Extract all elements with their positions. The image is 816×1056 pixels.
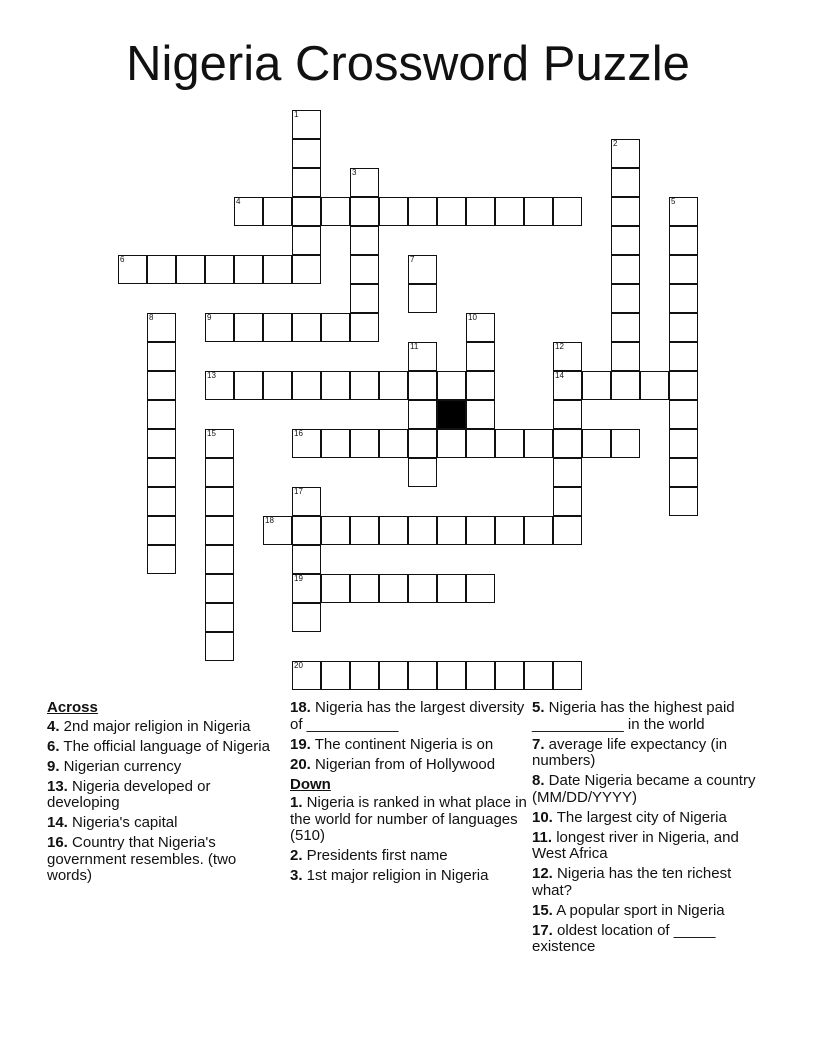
clue-number-label: 2. [290,847,303,864]
grid-cell[interactable] [205,313,234,342]
grid-cell[interactable] [292,168,321,197]
grid-cell[interactable] [292,603,321,632]
grid-cell[interactable] [611,313,640,342]
clue-number: 15 [207,429,216,438]
grid-cell[interactable] [611,371,640,400]
clue-number: 20 [294,661,303,670]
grid-cell[interactable] [292,313,321,342]
grid-cell[interactable] [321,197,350,226]
grid-cell[interactable] [582,429,611,458]
grid-cell[interactable] [350,168,379,197]
grid-cell[interactable] [408,429,437,458]
clue-text: average life expectancy (in numbers) [532,735,728,769]
grid-cell[interactable] [321,661,350,690]
grid-cell[interactable] [263,516,292,545]
clue-number-label: 17. [532,921,553,939]
grid-cell[interactable] [408,197,437,226]
grid-cell[interactable] [669,400,698,429]
grid-cell[interactable] [263,255,292,284]
clue-number: 8 [149,313,154,322]
grid-cell[interactable] [350,661,379,690]
grid-cell[interactable] [350,371,379,400]
grid-cell[interactable] [350,255,379,284]
grid-cell[interactable] [495,429,524,458]
grid-cell[interactable] [321,516,350,545]
clue-text: Nigeria has the largest diversity of ___________ [290,699,525,733]
grid-cell[interactable] [437,574,466,603]
grid-cell[interactable] [437,429,466,458]
grid-cell[interactable] [408,661,437,690]
grid-cell[interactable] [466,313,495,342]
grid-cell[interactable] [437,661,466,690]
grid-cell[interactable] [611,139,640,168]
clue-item [47,759,279,776]
grid-cell[interactable] [669,197,698,226]
grid-cell[interactable] [408,371,437,400]
grid-cell[interactable] [669,255,698,284]
clue-number-label: 18. [290,699,311,716]
grid-cell[interactable] [292,197,321,226]
clue-item [532,810,772,827]
grid-cell[interactable] [553,516,582,545]
grid-cell[interactable] [292,661,321,690]
grid-cell[interactable] [176,255,205,284]
grid-cell[interactable] [263,197,292,226]
clue-number: 3 [352,168,357,177]
clue-text: Nigerian currency [59,757,182,775]
clue-item [532,866,772,899]
grid-cell[interactable] [292,516,321,545]
grid-cell[interactable] [234,255,263,284]
clue-text: Date Nigeria became a country (MM/DD/YYYY) [532,772,756,806]
grid-cell[interactable] [466,516,495,545]
clue-text: Nigeria has the ten richest what? [532,865,732,899]
grid-cell[interactable] [379,516,408,545]
grid-cell[interactable] [669,487,698,516]
grid-cell[interactable] [611,284,640,313]
grid-cell[interactable] [205,458,234,487]
clue-number: 14 [555,371,564,380]
grid-cell[interactable] [205,255,234,284]
clue-number: 5 [671,197,676,206]
across-heading: Across [47,699,98,716]
grid-cell[interactable] [466,342,495,371]
down-heading: Down [290,775,331,793]
grid-cell[interactable] [350,574,379,603]
grid-cell[interactable] [611,168,640,197]
grid-cell[interactable] [669,458,698,487]
clue-number: 2 [613,139,618,148]
black-cell [437,400,466,429]
clue-number: 4 [236,197,241,206]
grid-cell[interactable] [495,661,524,690]
grid-cell[interactable] [321,574,350,603]
grid-cell[interactable] [205,487,234,516]
grid-cell[interactable] [263,371,292,400]
clue-item [290,795,530,845]
clue-number-label: 7. [532,735,545,753]
grid-cell[interactable] [321,371,350,400]
clue-text: The continent Nigeria is on [310,735,494,753]
grid-cell[interactable] [147,255,176,284]
grid-cell[interactable] [205,574,234,603]
grid-cell[interactable] [350,429,379,458]
grid-cell[interactable] [669,226,698,255]
grid-cell[interactable] [292,429,321,458]
grid-cell[interactable] [379,661,408,690]
clue-item [47,779,279,812]
grid-cell[interactable] [408,255,437,284]
clue-item [532,737,772,770]
grid-cell[interactable] [669,313,698,342]
grid-cell[interactable] [408,284,437,313]
clue-text: Presidents first name [302,847,448,864]
clue-number: 12 [555,342,564,351]
clue-number-label: 16. [47,834,68,851]
clue-number: 17 [294,487,303,496]
grid-cell[interactable] [292,139,321,168]
clue-number-label: 11. [532,828,553,846]
grid-cell[interactable] [147,516,176,545]
clue-number-label: 1. [290,794,303,811]
clues-column-1 [47,700,279,888]
grid-cell[interactable] [553,197,582,226]
grid-cell[interactable] [350,313,379,342]
grid-cell[interactable] [205,371,234,400]
clue-text: A popular sport in Nigeria [552,901,725,919]
grid-cell[interactable] [495,516,524,545]
grid-cell[interactable] [321,313,350,342]
clue-number: 9 [207,313,212,322]
clue-number-label: 10. [532,808,553,826]
grid-cell[interactable] [582,371,611,400]
clue-item [532,903,772,920]
clue-number: 18 [265,516,274,525]
grid-cell[interactable] [524,429,553,458]
grid-cell[interactable] [524,516,553,545]
grid-cell[interactable] [611,226,640,255]
grid-cell[interactable] [205,632,234,661]
clue-number-label: 20. [290,755,311,773]
grid-cell[interactable] [669,342,698,371]
grid-cell[interactable] [350,226,379,255]
clue-text: oldest location of _____ existence [532,921,716,955]
grid-cell[interactable] [147,371,176,400]
grid-cell[interactable] [292,545,321,574]
clue-number-label: 4. [47,717,60,735]
grid-cell[interactable] [205,603,234,632]
clue-number-label: 19. [290,735,311,753]
grid-cell[interactable] [379,197,408,226]
grid-cell[interactable] [553,458,582,487]
clue-item [47,835,279,885]
grid-cell[interactable] [408,400,437,429]
clue-item [532,773,772,806]
grid-cell[interactable] [408,516,437,545]
clue-number: 16 [294,429,303,438]
grid-cell[interactable] [205,545,234,574]
grid-cell[interactable] [669,371,698,400]
grid-cell[interactable] [524,197,553,226]
grid-cell[interactable] [466,661,495,690]
clue-text: Nigeria developed or developing [47,777,211,811]
clue-number: 13 [207,371,216,380]
clue-text: Nigerian from of Hollywood [310,755,496,773]
clue-item [290,757,530,774]
clue-item [47,719,279,736]
clue-item [532,830,772,863]
clue-number-label: 15. [532,901,553,919]
grid-cell[interactable] [292,371,321,400]
grid-cell[interactable] [611,429,640,458]
clue-number-label: 3. [290,867,303,884]
grid-cell[interactable] [611,197,640,226]
clue-number-label: 13. [47,777,68,795]
grid-cell[interactable] [553,342,582,371]
grid-cell[interactable] [350,284,379,313]
grid-cell[interactable] [437,371,466,400]
grid-cell[interactable] [292,226,321,255]
grid-cell[interactable] [147,487,176,516]
clue-number-label: 8. [532,772,545,789]
grid-cell[interactable] [437,516,466,545]
grid-cell[interactable] [553,487,582,516]
clue-text: The official language of Nigeria [59,737,270,755]
grid-cell[interactable] [524,661,553,690]
clues-column-3 [532,700,772,959]
grid-cell[interactable] [292,487,321,516]
grid-cell[interactable] [292,110,321,139]
grid-cell[interactable] [408,342,437,371]
clue-text: Country that Nigeria's government resembles. (two words) [47,834,237,884]
grid-cell[interactable] [234,371,263,400]
clue-number: 1 [294,110,299,119]
clue-text: 1st major religion in Nigeria [302,867,489,884]
grid-cell[interactable] [553,429,582,458]
grid-cell[interactable] [553,661,582,690]
grid-cell[interactable] [611,342,640,371]
grid-cell[interactable] [611,255,640,284]
clue-number: 19 [294,574,303,583]
grid-cell[interactable] [466,371,495,400]
grid-cell[interactable] [495,197,524,226]
clue-item [290,868,530,885]
grid-cell[interactable] [379,371,408,400]
clue-number-label: 6. [47,737,60,755]
clue-number-label: 14. [47,814,68,831]
grid-cell[interactable] [379,574,408,603]
grid-cell[interactable] [147,458,176,487]
grid-cell[interactable] [147,429,176,458]
clue-text: The largest city of Nigeria [552,808,727,826]
clue-text: longest river in Nigeria, and West Africa [532,828,739,862]
grid-cell[interactable] [553,371,582,400]
grid-cell[interactable] [408,574,437,603]
clues-column-2 [290,700,530,888]
grid-cell[interactable] [205,429,234,458]
clue-number-label: 5. [532,699,545,716]
clue-number: 10 [468,313,477,322]
grid-cell[interactable] [147,342,176,371]
grid-cell[interactable] [466,400,495,429]
grid-cell[interactable] [292,574,321,603]
grid-cell[interactable] [379,429,408,458]
grid-cell[interactable] [147,545,176,574]
grid-cell[interactable] [350,197,379,226]
clue-item [290,700,530,733]
clue-number-label: 9. [47,757,60,775]
clue-item [532,923,772,956]
grid-cell[interactable] [669,429,698,458]
clue-text: Nigeria is ranked in what place in the world for number of languages (510) [290,794,527,844]
clue-item [532,700,772,733]
grid-cell[interactable] [321,429,350,458]
clue-text: Nigeria has the highest paid ___________ in the world [532,699,735,733]
grid-cell[interactable] [263,313,292,342]
grid-cell[interactable] [292,255,321,284]
grid-cell[interactable] [640,371,669,400]
grid-cell[interactable] [437,197,466,226]
grid-cell[interactable] [466,197,495,226]
grid-cell[interactable] [466,574,495,603]
grid-cell[interactable] [466,429,495,458]
clue-number: 11 [410,342,419,351]
clue-number: 6 [120,255,125,264]
clue-text: Nigeria's capital [67,814,178,831]
clue-number-label: 12. [532,865,553,882]
grid-cell[interactable] [205,516,234,545]
grid-cell[interactable] [234,197,263,226]
grid-cell[interactable] [553,400,582,429]
clue-text: 2nd major religion in Nigeria [59,717,251,735]
grid-cell[interactable] [147,400,176,429]
grid-cell[interactable] [669,284,698,313]
grid-cell[interactable] [234,313,263,342]
grid-cell[interactable] [147,313,176,342]
grid-cell[interactable] [408,458,437,487]
clue-item [47,739,279,756]
clue-number: 7 [410,255,415,264]
clue-item [290,737,530,754]
clue-item [47,815,279,832]
grid-cell[interactable] [118,255,147,284]
clue-item [290,848,530,865]
grid-cell[interactable] [350,516,379,545]
page-title: Nigeria Crossword Puzzle [126,37,690,91]
